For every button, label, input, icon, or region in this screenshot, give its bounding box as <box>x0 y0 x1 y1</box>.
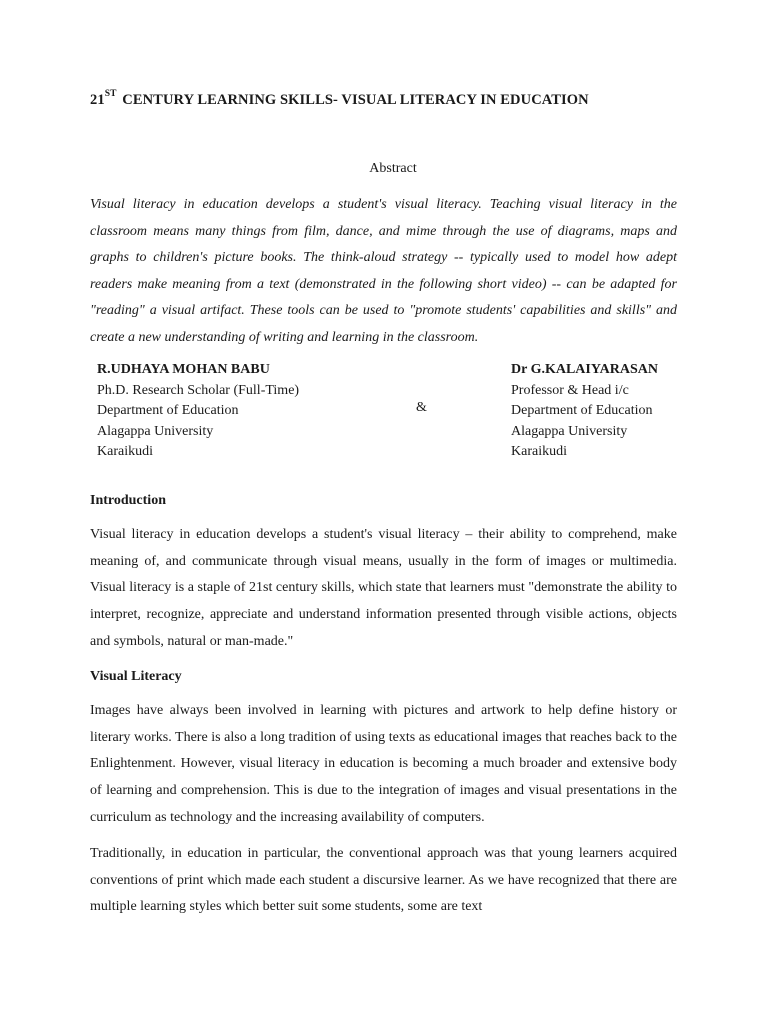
author-right <box>511 360 658 463</box>
author-right-university: Alagappa University <box>511 423 628 439</box>
author-left-department: Department of Education <box>97 403 239 419</box>
author-left-role: Ph.D. Research Scholar (Full-Time) <box>97 382 300 398</box>
author-right-name: Dr G.KALAIYARASAN <box>511 362 659 377</box>
author-left-city: Karaikudi <box>97 444 153 460</box>
visual-literacy-paragraph-2: Traditionally, in education in particular, the conventional approach was that young learners acquired conventions of print which made each student a discursive learner. As we have recognized that there are multiple learning styles which better suit some students, some are text <box>90 846 677 915</box>
author-right-city: Karaikudi <box>511 444 567 460</box>
author-separator: & <box>416 400 427 415</box>
author-right-role: Professor & Head i/c <box>511 382 629 398</box>
introduction-heading: Introduction <box>90 493 166 508</box>
abstract-heading: Abstract <box>369 161 417 176</box>
author-left <box>97 360 299 463</box>
visual-literacy-paragraph-1: Images have always been involved in learning with pictures and artwork to help define history or literary works. There is also a long tradition of using texts as educational images that reaches back to the Enlightenment. However, visual literacy in education is becoming a much broader and extensive body of learning and comprehension. This is due to the integration of images and visual presentations in the curriculum as technology and the increasing availability of computers. <box>90 703 677 825</box>
visual-literacy-heading: Visual Literacy <box>90 669 182 684</box>
title-prefix: 21 <box>90 92 105 108</box>
introduction-paragraph: Visual literacy in education develops a student's visual literacy – their ability to comprehend, make meaning of, and communicate through visual means, usually in the form of images or multimedia. Visual literacy is a staple of 21st century skills, which state that learners must "demonstrate the ability to interpret, recognize, appreciate and understand information presented through visible actions, objects and symbols, natural or man-made." <box>90 527 677 649</box>
author-left-university: Alagappa University <box>97 423 214 439</box>
title-rest: CENTURY LEARNING SKILLS- VISUAL LITERACY IN EDUCATION <box>122 92 589 108</box>
abstract-text: Visual literacy in education develops a student's visual literacy. Teaching visual literacy in the classroom means many things from film, dance, and mime through the use of diagrams, maps and graphs to children's picture books. The think-aloud strategy -- typically used to model how adept readers make meaning from a text (demonstrated in the following short video) -- can be adapted for "reading" a visual artifact. These tools can be used to "promote students' capabilities and skills" and create a new understanding of writing and learning in the classroom. <box>90 197 677 345</box>
author-left-name: R.UDHAYA MOHAN BABU <box>97 362 270 377</box>
document-title <box>90 89 589 109</box>
title-superscript: ST <box>104 89 117 99</box>
author-right-department: Department of Education <box>511 403 653 419</box>
